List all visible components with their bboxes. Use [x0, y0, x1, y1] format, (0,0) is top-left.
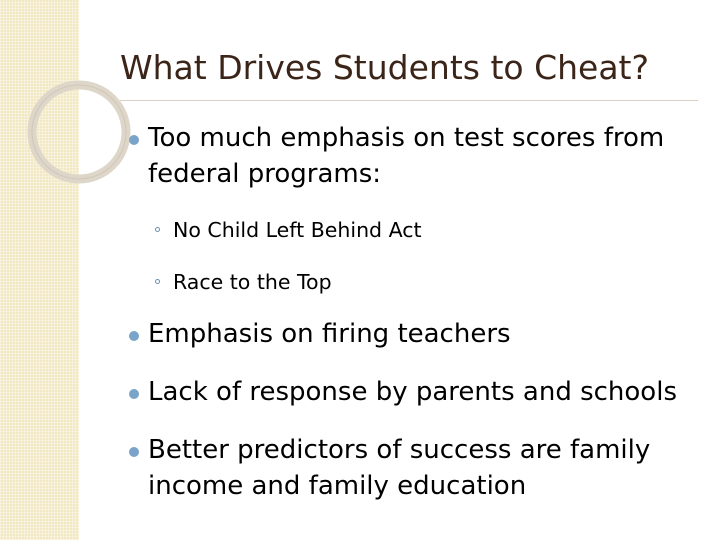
bullet-dot-icon: [129, 331, 139, 341]
sub-bullet-item: [173, 215, 422, 245]
bullet-item: [148, 432, 688, 504]
sub-bullet-text: No Child Left Behind Act: [173, 218, 422, 242]
bullet-dot-icon: [129, 389, 139, 399]
bullet-dot-icon: [129, 135, 139, 145]
sub-bullet-text: Race to the Top: [173, 270, 332, 294]
bullet-item: [148, 374, 677, 410]
sub-bullet-circle-icon: [155, 279, 160, 284]
bullet-text: Better predictors of success are family income and family education: [148, 435, 651, 501]
bullet-item: [148, 120, 688, 192]
bullet-text: Lack of response by parents and schools: [148, 377, 677, 407]
bullet-text: Too much emphasis on test scores from federal programs:: [148, 123, 665, 189]
bullet-dot-icon: [129, 447, 139, 457]
bullet-item: [148, 316, 511, 352]
sub-bullet-item: [173, 267, 332, 297]
slide-title: What Drives Students to Cheat?: [120, 48, 649, 87]
sub-bullet-circle-icon: [155, 227, 160, 232]
bullet-text: Emphasis on firing teachers: [148, 319, 511, 349]
